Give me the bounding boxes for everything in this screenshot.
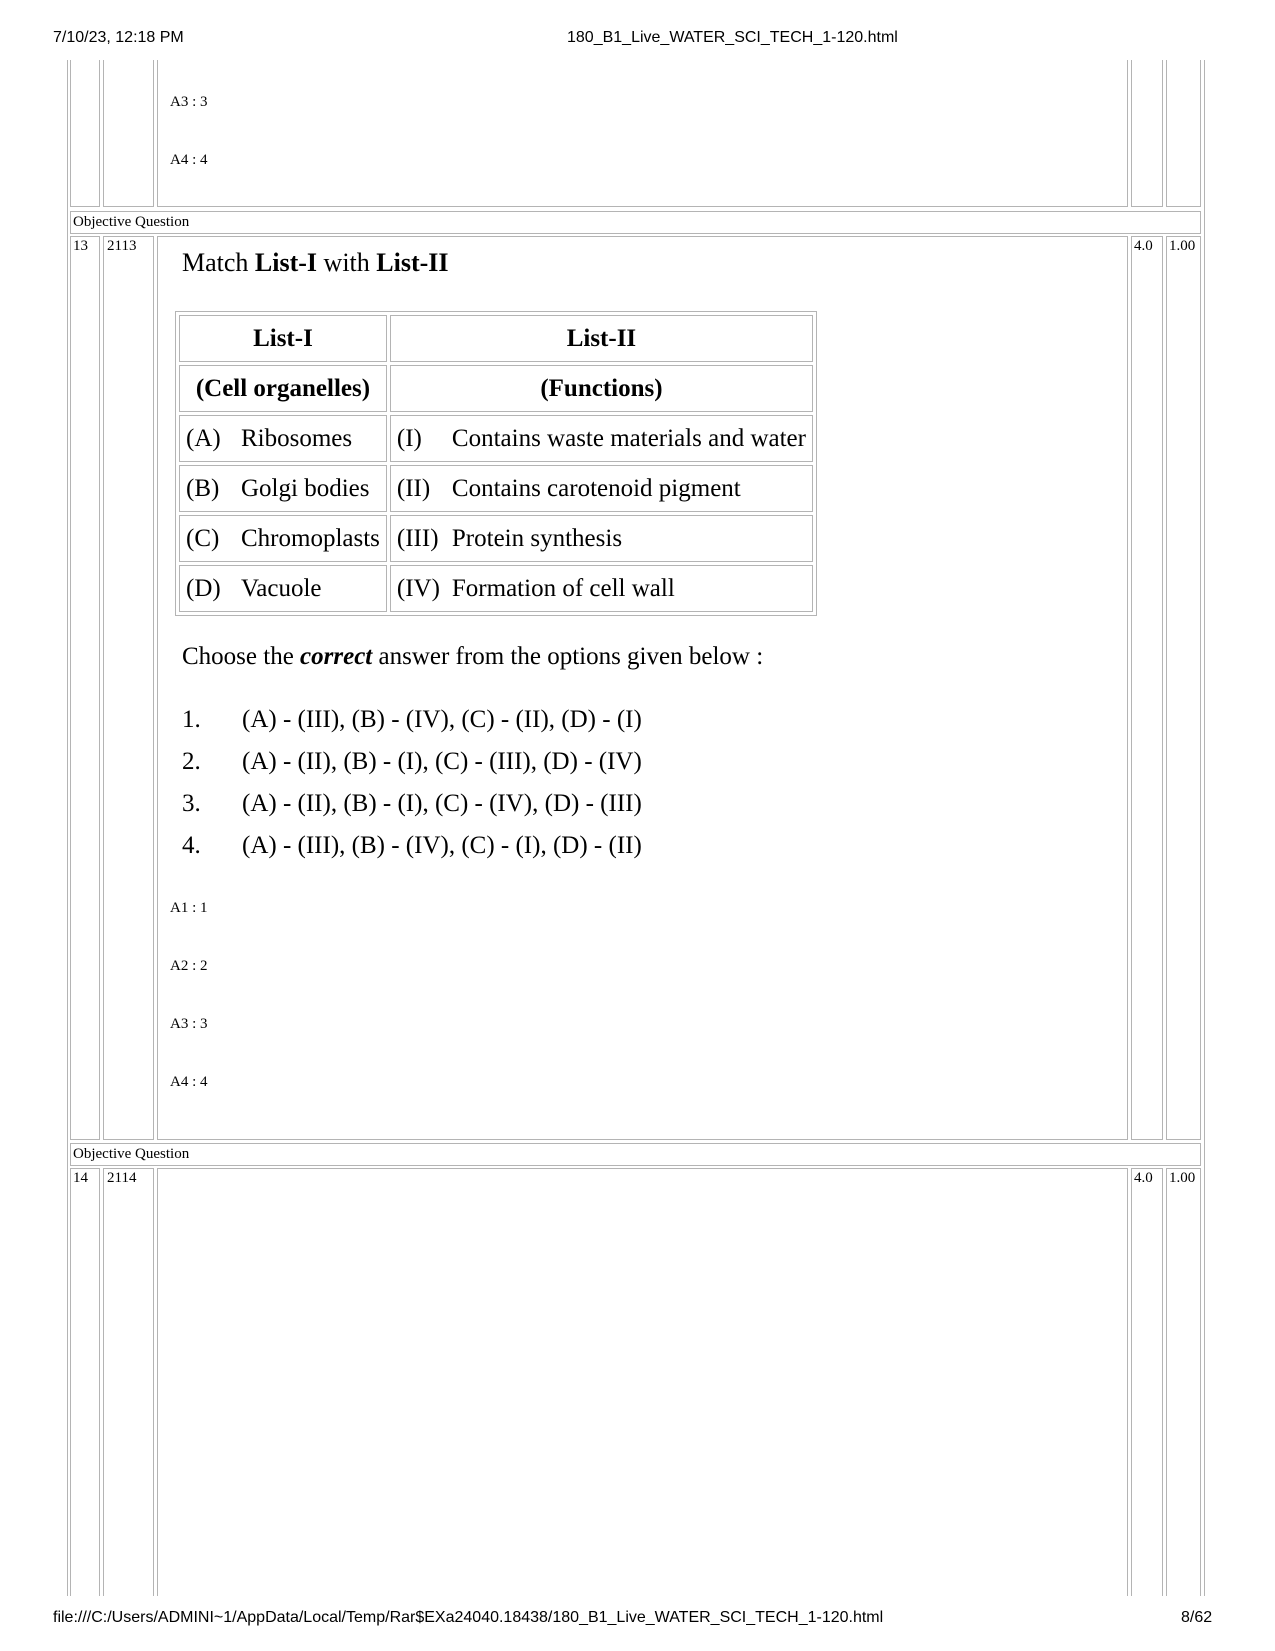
list2-item-label: (IV) [396,574,440,602]
list1-item-label: (A) [186,424,221,452]
q13-option [182,790,642,818]
list1-subheader: (Cell organelles) [179,365,387,412]
option-number: 1. [182,706,201,733]
prev-qid-cell [103,60,154,207]
q13-answer-3: A3 : 3 [170,1016,208,1032]
q14-negative-marks: 1.00 [1169,1170,1196,1186]
list1-item-text: Chromoplasts [241,524,380,552]
print-datetime: 7/10/23, 12:18 PM [53,29,184,46]
q13-title-pre: Match [182,248,255,277]
table-row [179,415,813,462]
list1-header: List-I [179,315,387,362]
list2-item-label: (I) [396,424,422,452]
prev-sno-cell [70,60,100,207]
list1-item-text: Golgi bodies [241,474,370,502]
list1-item-text: Vacuole [241,574,322,602]
q13-sno-cell [70,236,100,1140]
list2-item [390,565,813,612]
prev-question-cell [157,60,1128,207]
list2-item [390,515,813,562]
option-text: (A) - (II), (B) - (I), (C) - (IV), (D) - (III) [242,790,642,817]
q13-qid-cell [103,236,154,1140]
list1-item [179,565,387,612]
match-table [175,311,817,616]
list2-header: List-II [390,315,813,362]
q13-title [182,248,449,278]
prev-answer-3: A3 : 3 [170,94,208,110]
q13-option [182,832,642,860]
outer-border-left [67,208,68,1142]
q14-question-cell [157,1168,1128,1596]
q13-option [182,706,642,734]
list2-item [390,415,813,462]
outer-border-right [1204,1140,1205,1596]
list2-subheader: (Functions) [390,365,813,412]
q13-option [182,748,642,776]
list2-item-text: Contains carotenoid pigment [451,474,741,502]
q14-serial-number: 14 [73,1170,88,1186]
section-bar-q13 [70,211,1201,234]
table-row [179,465,813,512]
q13-negative-marks-cell [1166,236,1201,1140]
option-text: (A) - (II), (B) - (I), (C) - (III), (D) - (IV) [242,748,642,775]
match-table-header-row [179,315,813,362]
list1-item-label: (C) [186,524,220,552]
q13-title-list1: List-I [254,248,318,277]
outer-border-left [67,1140,68,1596]
option-number: 2. [182,748,201,775]
option-number: 4. [182,832,201,859]
prev-answer-4: A4 : 4 [170,152,208,168]
option-text: (A) - (III), (B) - (IV), (C) - (II), (D) - (I) [242,706,642,733]
outer-border-right [1204,60,1205,210]
list2-item-label: (III) [396,524,439,552]
q14-qid-cell [103,1168,154,1596]
outer-border-left [67,60,68,210]
list2-item-text: Contains waste materials and water [451,424,806,452]
option-number: 3. [182,790,201,817]
q13-answer-4: A4 : 4 [170,1074,208,1090]
q13-instruction-post: answer from the options given below : [372,643,764,670]
q13-serial-number: 13 [73,238,88,254]
option-text: (A) - (III), (B) - (IV), (C) - (I), (D) - (II) [242,832,642,859]
section-label: Objective Question [73,1146,190,1162]
list2-item-text: Protein synthesis [451,524,623,552]
print-doc-title: 180_B1_Live_WATER_SCI_TECH_1-120.html [567,29,898,46]
q13-title-mid: with [317,248,377,277]
prev-neg-cell [1166,60,1201,207]
list2-item [390,465,813,512]
list1-item-text: Ribosomes [241,424,353,452]
list1-item [179,415,387,462]
outer-border-right [1204,208,1205,1142]
list1-item [179,515,387,562]
print-page-number: 8/62 [1181,1609,1213,1626]
section-label: Objective Question [73,214,190,230]
list2-item-text: Formation of cell wall [451,574,675,602]
section-bar-q14 [70,1143,1201,1166]
q14-sno-cell [70,1168,100,1596]
q13-question-id: 2113 [107,238,137,254]
q13-negative-marks: 1.00 [1169,238,1196,254]
q14-question-id: 2114 [107,1170,137,1186]
q14-marks-cell [1131,1168,1163,1596]
q14-negative-marks-cell [1166,1168,1201,1596]
match-table-subheader-row [179,365,813,412]
q13-marks: 4.0 [1134,238,1153,254]
list1-item-label: (B) [186,474,220,502]
q13-title-list2: List-II [376,248,449,277]
print-file-path: file:///C:/Users/ADMINI~1/AppData/Local/Temp/Rar$EXa24040.18438/180_B1_Live_WATER_SCI_TECH_1-120.html [53,1609,884,1626]
q13-answer-2: A2 : 2 [170,958,208,974]
q13-answer-1: A1 : 1 [170,900,208,916]
q13-instruction-pre: Choose the [182,643,301,670]
list2-item-label: (II) [396,474,431,502]
list1-item-label: (D) [186,574,221,602]
table-row [179,565,813,612]
list1-item [179,465,387,512]
q13-marks-cell [1131,236,1163,1140]
q14-marks: 4.0 [1134,1170,1153,1186]
q13-instruction [182,643,763,671]
table-row [179,515,813,562]
q13-instruction-emphasis: correct [300,643,373,670]
prev-marks-cell [1131,60,1163,207]
